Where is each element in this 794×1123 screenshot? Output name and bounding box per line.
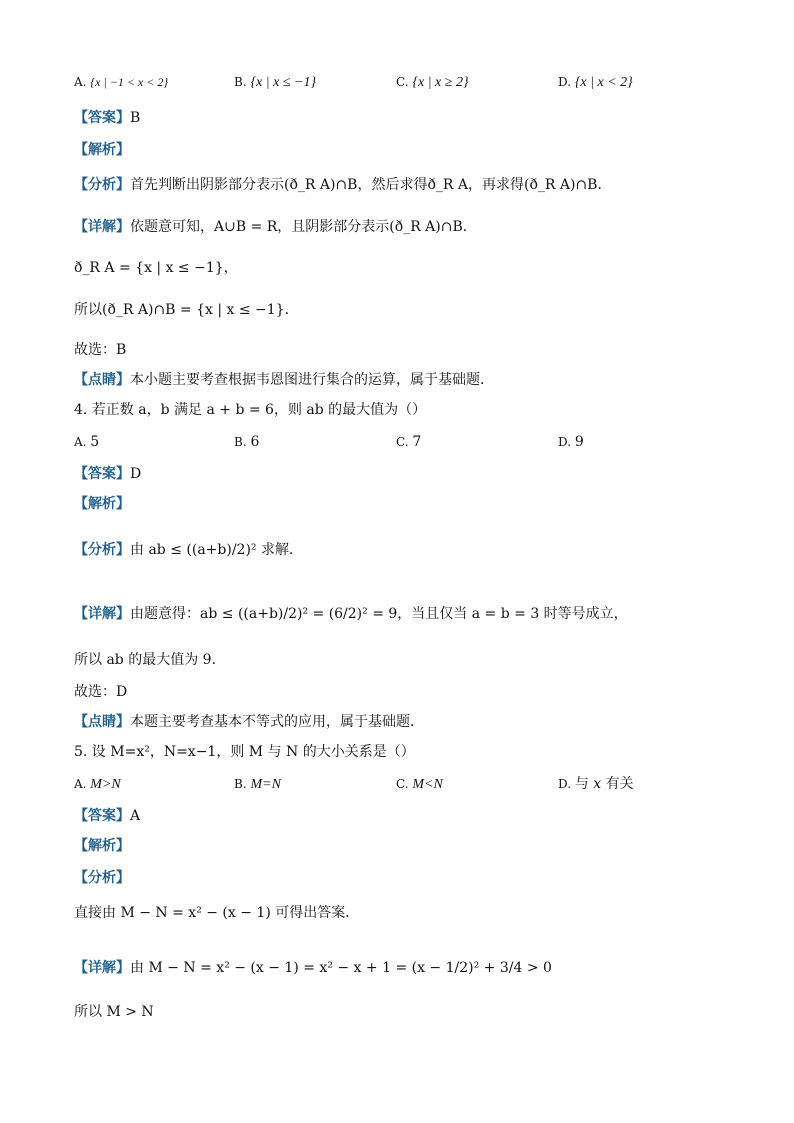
q5-stem bbox=[74, 742, 754, 762]
q3-option-a: A. {x | −1 < x < 2} bbox=[74, 75, 169, 89]
q3-analysis bbox=[74, 175, 754, 195]
q4-comment bbox=[74, 712, 754, 732]
q4-conclusion bbox=[74, 650, 754, 670]
q4-option-a: A. 5 bbox=[74, 434, 100, 450]
q3-detail bbox=[74, 217, 754, 237]
q3-jiexi bbox=[74, 140, 754, 160]
jiexi-tag: 【解析】 bbox=[74, 142, 130, 158]
direct-text: 直接由 M − N = x² − (x − 1) 可得出答案． bbox=[74, 905, 360, 921]
answer-tag: 【答案】 bbox=[74, 110, 130, 126]
comment-tag: 【点睛】 bbox=[74, 372, 130, 388]
analysis-text: 由 ab ≤ ((a+b)/2)² 求解． bbox=[130, 542, 303, 558]
q4-jiexi bbox=[74, 494, 754, 514]
q4-option-d: D. 9 bbox=[558, 434, 584, 450]
q5-conclusion bbox=[74, 1002, 754, 1022]
choice-text: 故选：D bbox=[74, 684, 128, 700]
conclusion-text: 所以 M > N bbox=[74, 1004, 154, 1020]
step-text: ð_R A = {x | x ≤ −1}， bbox=[74, 260, 238, 276]
answer-tag: 【答案】 bbox=[74, 808, 130, 824]
detail-tag: 【详解】 bbox=[74, 606, 130, 622]
analysis-tag: 【分析】 bbox=[74, 177, 130, 193]
answer-tag: 【答案】 bbox=[74, 466, 130, 482]
detail-tag: 【详解】 bbox=[74, 960, 130, 976]
q4-answer bbox=[74, 464, 754, 484]
q5-analysis bbox=[74, 868, 754, 888]
q3-step1 bbox=[74, 258, 754, 278]
comment-text: 本题主要考查基本不等式的应用，属于基础题． bbox=[130, 714, 424, 730]
q3-option-b: B. {x | x ≤ −1} bbox=[234, 75, 317, 90]
comment-text: 本小题主要考查根据韦恩图进行集合的运算，属于基础题． bbox=[130, 372, 494, 388]
q4-option-b: B. 6 bbox=[234, 434, 260, 450]
q5-option-d: D. 与 x 有关 bbox=[558, 776, 634, 792]
q3-choice bbox=[74, 340, 754, 360]
q3-step2 bbox=[74, 300, 754, 320]
q4-option-c: C. 7 bbox=[396, 434, 422, 450]
comment-tag: 【点睛】 bbox=[74, 714, 130, 730]
q3-comment bbox=[74, 370, 754, 390]
q5-option-c: C. M<N bbox=[396, 777, 443, 792]
q3-option-c: C. {x | x ≥ 2} bbox=[396, 75, 469, 90]
detail-text: 依题意可知，A∪B = R，且阴影部分表示(ð_R A)∩B． bbox=[130, 219, 477, 235]
q4-analysis bbox=[74, 540, 754, 560]
q3-option-d: D. {x | x < 2} bbox=[558, 75, 633, 90]
q4-detail bbox=[74, 604, 754, 624]
q5-direct bbox=[74, 903, 754, 923]
answer-value: D bbox=[130, 466, 142, 482]
analysis-tag: 【分析】 bbox=[74, 870, 130, 886]
analysis-text: 首先判断出阴影部分表示(ð_R A)∩B，然后求得ð_R A，再求得(ð_R A)∩B． bbox=[130, 177, 612, 193]
jiexi-tag: 【解析】 bbox=[74, 838, 130, 854]
detail-tag: 【详解】 bbox=[74, 219, 130, 235]
q4-stem bbox=[74, 400, 754, 420]
jiexi-tag: 【解析】 bbox=[74, 496, 130, 512]
conclusion-text: 所以 ab 的最大值为 9． bbox=[74, 652, 226, 668]
step-text: 所以(ð_R A)∩B = {x | x ≤ −1}． bbox=[74, 302, 299, 318]
q5-option-b: B. M=N bbox=[234, 777, 281, 792]
q5-option-a: A. M>N bbox=[74, 777, 121, 792]
analysis-tag: 【分析】 bbox=[74, 542, 130, 558]
detail-text: 由题意得：ab ≤ ((a+b)/2)² = (6/2)² = 9，当且仅当 a = b = 3 时等号成立， bbox=[130, 606, 628, 622]
question-stem: 4. 若正数 a，b 满足 a + b = 6，则 ab 的最大值为（） bbox=[74, 402, 427, 418]
answer-value: B bbox=[130, 110, 141, 126]
q5-detail bbox=[74, 958, 754, 978]
question-stem: 5. 设 M=x²，N=x−1，则 M 与 N 的大小关系是（） bbox=[74, 744, 415, 760]
q5-answer bbox=[74, 806, 754, 826]
detail-text: 由 M − N = x² − (x − 1) = x² − x + 1 = (x − 1/2)² + 3/4 > 0 bbox=[130, 960, 552, 976]
q4-choice bbox=[74, 682, 754, 702]
q5-jiexi bbox=[74, 836, 754, 856]
q3-answer bbox=[74, 108, 754, 128]
answer-value: A bbox=[130, 808, 141, 824]
choice-text: 故选：B bbox=[74, 342, 127, 358]
